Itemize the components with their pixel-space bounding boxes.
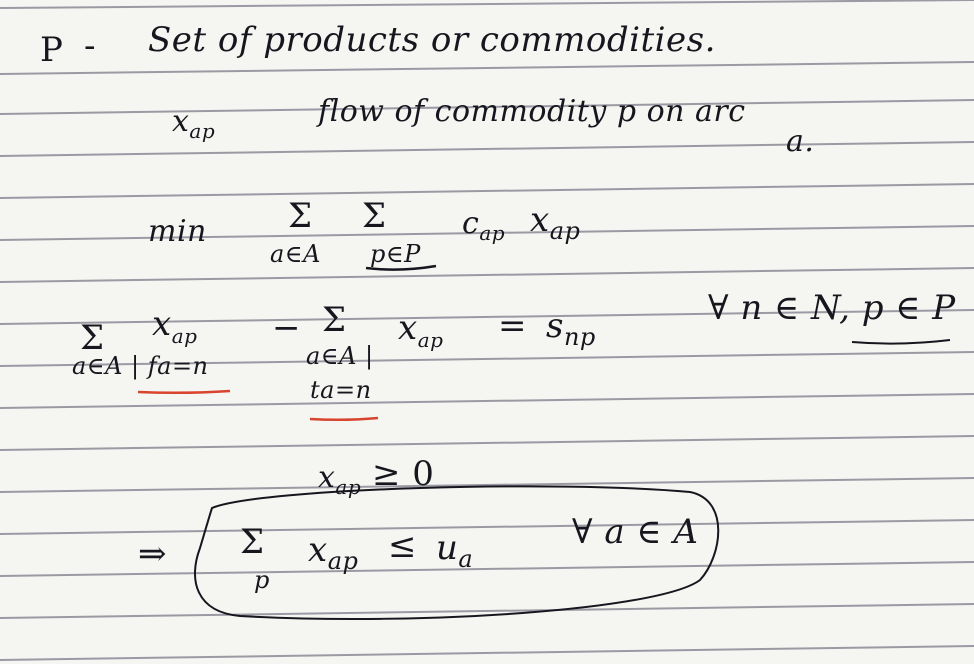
implies-arrow: ⇒ bbox=[138, 534, 167, 574]
flow-supply-term: $s_{np}$ bbox=[546, 306, 596, 351]
objective-sum-arcs: Σ bbox=[288, 196, 313, 236]
capacity-forall-clause: ∀ a ∈ A bbox=[572, 512, 699, 552]
set-symbol-p: P bbox=[40, 30, 64, 70]
objective-min: min bbox=[148, 214, 207, 249]
flow-variable-x: $x_{ap}$ bbox=[172, 104, 216, 143]
flow-in-sum: Σ bbox=[322, 300, 347, 340]
flow-in-sum-index-top: a∈A | bbox=[306, 342, 374, 370]
flow-equals-sign: = bbox=[498, 306, 527, 346]
capacity-sum: Σ bbox=[240, 522, 265, 562]
objective-sum-products: Σ bbox=[362, 196, 387, 236]
objective-cost-term: $c_{ap}$ bbox=[462, 206, 506, 245]
capacity-variable: $x_{ap}$ bbox=[308, 530, 359, 575]
objective-flow-term: $x_{ap}$ bbox=[530, 200, 581, 245]
nonneg-variable: $x_{ap}$ bbox=[318, 460, 362, 499]
flow-definition-text: flow of commodity p on arc bbox=[318, 94, 746, 129]
products-definition-text: Set of products or commodities. bbox=[148, 20, 716, 60]
capacity-relation: ≤ bbox=[388, 526, 417, 566]
nonneg-relation: ≥ 0 bbox=[372, 454, 435, 494]
objective-sum-products-index: p∈P bbox=[370, 240, 421, 268]
flow-in-sum-index-bottom: ta=n bbox=[310, 376, 372, 404]
flow-out-sum-index: a∈A | fa=n bbox=[72, 352, 209, 380]
flow-minus-sign: − bbox=[272, 308, 301, 348]
flow-in-variable: $x_{ap}$ bbox=[398, 308, 444, 352]
flow-out-sum: Σ bbox=[80, 318, 105, 358]
objective-sum-arcs-index: a∈A bbox=[270, 240, 321, 268]
arc-label-a: a. bbox=[786, 124, 815, 159]
flow-forall-clause: ∀ n ∈ N, p ∈ P bbox=[708, 288, 956, 328]
definition-dash: - bbox=[84, 26, 96, 66]
capacity-sum-index: p bbox=[254, 566, 270, 594]
capacity-bound: $u_a$ bbox=[436, 528, 474, 573]
flow-out-variable: $x_{ap}$ bbox=[152, 304, 198, 348]
